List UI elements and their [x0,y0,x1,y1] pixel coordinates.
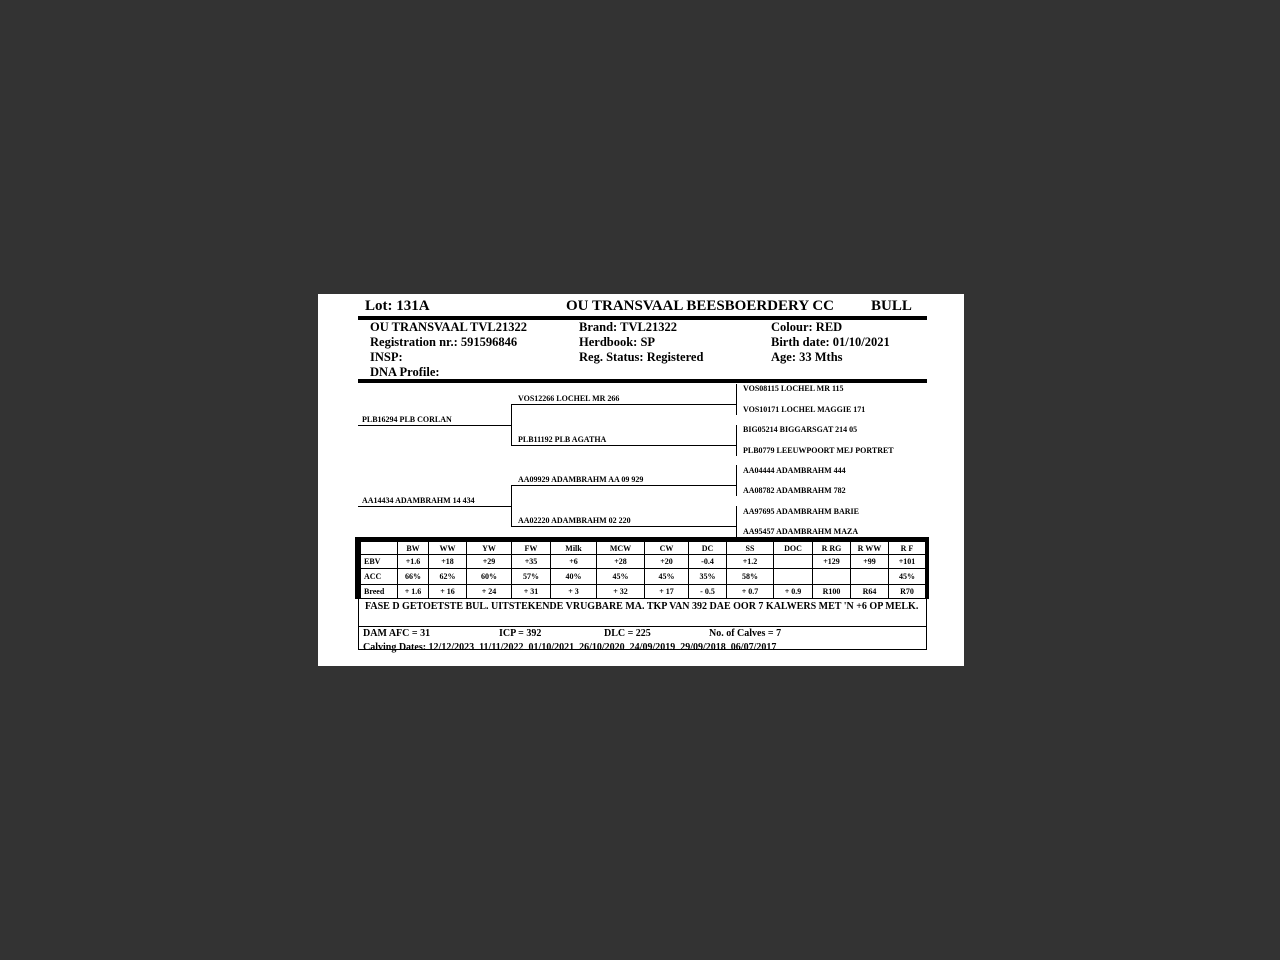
table-cell: +1.2 [727,555,774,569]
table-cell: R100 [813,585,851,599]
table-cell: 45% [645,569,689,585]
table-cell: 35% [689,569,727,585]
table-header-row [361,542,926,555]
reg-status: Reg. Status: Registered [579,350,704,364]
table-cell: + 17 [645,585,689,599]
table-row [361,569,926,585]
great-grandparent: VOS10171 LOCHEL MAGGIE 171 [743,405,866,414]
table-cell: 45% [597,569,645,585]
age: Age: 33 Mths [771,350,843,364]
table-cell: + 31 [512,585,551,599]
table-cell [774,555,813,569]
great-grandparent: AA04444 ADAMBRAHM 444 [743,466,846,475]
table-cell: +6 [551,555,597,569]
registration-nr: Registration nr.: 591596846 [370,335,518,349]
notes-box [358,599,927,653]
table-cell: R70 [889,585,926,599]
table-cell [851,569,889,585]
column-header: DOC [774,542,813,555]
birth-date: Birth date: 01/10/2021 [771,335,890,349]
great-grandparent: AA95457 ADAMBRAHM MAZA [743,527,859,536]
table-cell: EBV [361,555,398,569]
animal-sex: BULL [871,298,912,314]
no-of-calves: No. of Calves = 7 [709,628,782,639]
divider [358,379,927,383]
sire-sire: VOS12266 LOCHEL MR 266 [518,394,620,403]
table-cell: ACC [361,569,398,585]
lot-number: Lot: 131A [365,298,430,314]
animal-name: OU TRANSVAAL TVL21322 [370,320,527,334]
table-cell: + 1.6 [398,585,429,599]
table-cell: + 32 [597,585,645,599]
great-grandparent: VOS08115 LOCHEL MR 115 [743,384,844,393]
column-header: WW [429,542,467,555]
column-header: R WW [851,542,889,555]
table-cell: +29 [467,555,512,569]
calving-dates: Calving Dates: 12/12/2023 11/11/2022 01/10/2021 26/10/2020 24/09/2019 29/09/2018 06/07/2017 [363,642,777,653]
column-header: SS [727,542,774,555]
table-cell: +99 [851,555,889,569]
breeder-name: OU TRANSVAAL BEESBOERDERY CC [566,298,835,314]
sire-dam: PLB11192 PLB AGATHA [518,435,607,444]
column-header: FW [512,542,551,555]
table-cell: - 0.5 [689,585,727,599]
column-header: Milk [551,542,597,555]
ebv-table [360,541,926,599]
table-cell: + 0.7 [727,585,774,599]
column-header: CW [645,542,689,555]
column-header: YW [467,542,512,555]
great-grandparent: AA08782 ADAMBRAHM 782 [743,486,846,495]
column-header: R RG [813,542,851,555]
table-row [361,585,926,599]
column-header [361,542,398,555]
table-cell: + 24 [467,585,512,599]
brand: Brand: TVL21322 [579,320,678,334]
colour: Colour: RED [771,320,843,334]
table-cell: +28 [597,555,645,569]
dam-dam: AA02220 ADAMBRAHM 02 220 [518,516,631,525]
table-cell: +18 [429,555,467,569]
sire: PLB16294 PLB CORLAN [362,415,452,424]
table-cell: +20 [645,555,689,569]
table-cell: 60% [467,569,512,585]
insp: INSP: [370,350,403,364]
table-cell: Breed [361,585,398,599]
table-cell: -0.4 [689,555,727,569]
table-cell: 45% [889,569,926,585]
table-cell: + 16 [429,585,467,599]
table-cell [813,569,851,585]
table-cell: R64 [851,585,889,599]
table-cell: 66% [398,569,429,585]
table-cell: +129 [813,555,851,569]
table-cell: 57% [512,569,551,585]
table-cell: + 3 [551,585,597,599]
great-grandparent: AA97695 ADAMBRAHM BARIE [743,507,859,516]
info-col-3 [771,320,890,365]
table-cell: 58% [727,569,774,585]
dam-sire: AA09929 ADAMBRAHM AA 09 929 [518,475,644,484]
icp: ICP = 392 [499,628,542,639]
great-grandparent: BIG05214 BIGGARSGAT 214 05 [743,425,858,434]
dlc: DLC = 225 [604,628,651,639]
table-cell: 62% [429,569,467,585]
column-header: DC [689,542,727,555]
column-header: MCW [597,542,645,555]
dam-stats [359,627,926,641]
dam: AA14434 ADAMBRAHM 14 434 [362,496,475,505]
great-grandparent: PLB0779 LEEUWPOORT MEJ PORTRET [743,446,894,455]
dam-afc: DAM AFC = 31 [363,628,431,639]
table-cell: +101 [889,555,926,569]
table-cell: +35 [512,555,551,569]
herdbook: Herdbook: SP [579,335,656,349]
dna-profile: DNA Profile: [370,365,440,379]
table-cell [774,569,813,585]
table-cell: +1.6 [398,555,429,569]
column-header: R F [889,542,926,555]
table-cell: + 0.9 [774,585,813,599]
table-cell: 40% [551,569,597,585]
info-col-2 [579,320,703,365]
lot-card [318,294,964,666]
column-header: BW [398,542,429,555]
info-col-1 [370,320,527,380]
comment: FASE D GETOETSTE BUL. UITSTEKENDE VRUGBARE MA. TKP VAN 392 DAE OOR 7 KALWERS MET 'N +6 OP MELK. [359,599,926,627]
ebv-table-frame [355,537,929,599]
table-row [361,555,926,569]
